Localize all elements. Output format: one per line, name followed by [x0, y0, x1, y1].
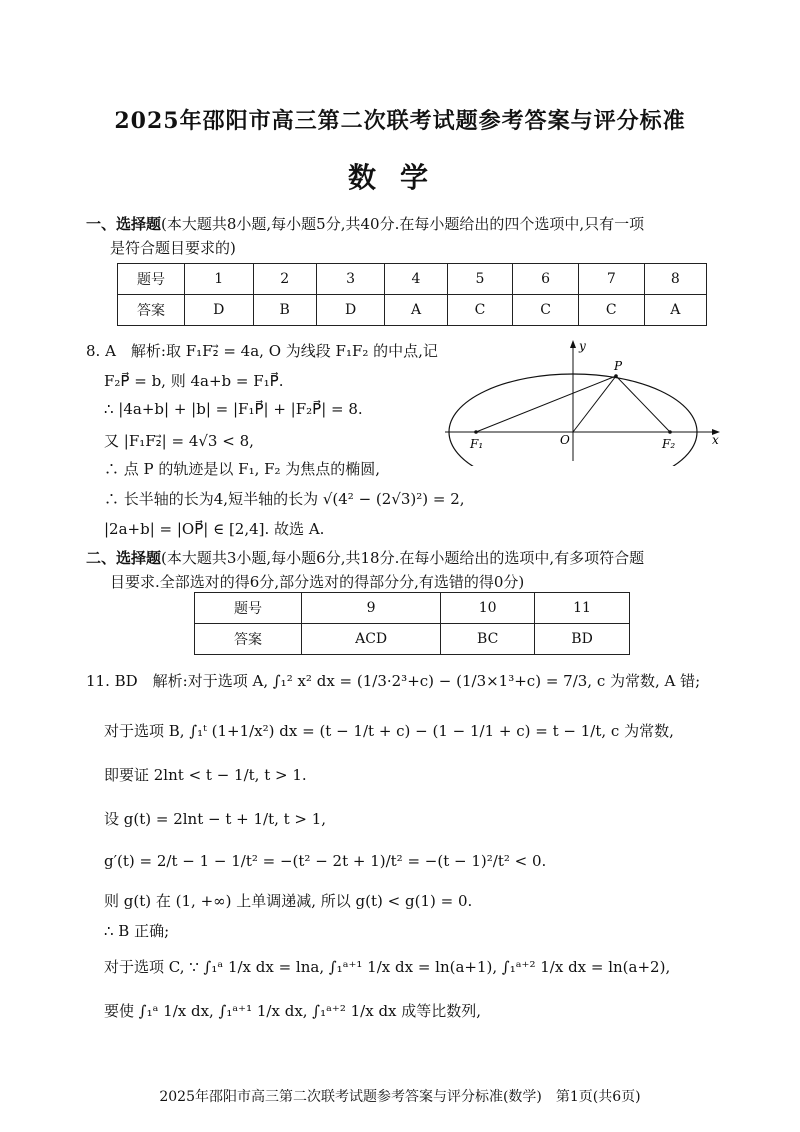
table-row — [118, 264, 707, 295]
section1-heading: 一、选择题 — [86, 215, 162, 233]
point-P — [614, 374, 618, 378]
point-F1 — [474, 430, 478, 434]
label-O: O — [560, 433, 570, 447]
table-cell: C — [447, 295, 513, 326]
table-cell: 6 — [513, 264, 579, 295]
page-footer: 2025年邵阳市高三第二次联考试题参考答案与评分标准(数学) 第1页(共6页) — [159, 1089, 641, 1105]
q8-line1: 8. A 解析:取 F₁F₂⃗ = 4a, O 为线段 F₁F₂ 的中点,记 — [86, 342, 438, 360]
table-cell: A — [385, 295, 447, 326]
q8-line7: |2a+b| = |OP⃗| ∈ [2,4]. 故选 A. — [104, 520, 325, 538]
table-cell: 4 — [385, 264, 447, 295]
table-cell: 10 — [441, 593, 535, 624]
label-P: P — [614, 359, 623, 373]
table-cell: 1 — [185, 264, 254, 295]
table-cell: A — [644, 295, 706, 326]
table-cell: C — [578, 295, 644, 326]
q11-line9: 要使 ∫₁ᵃ 1/x dx, ∫₁ᵃ⁺¹ 1/x dx, ∫₁ᵃ⁺² 1/x dx 成等比数列, — [104, 1002, 482, 1020]
y-axis-arrow-icon — [570, 340, 576, 348]
section2-intro — [86, 546, 726, 594]
table-row — [195, 624, 630, 655]
q8-line5: ∴ 点 P 的轨迹是以 F₁, F₂ 为焦点的椭圆, — [104, 460, 381, 478]
page-title: 2025年邵阳市高三第二次联考试题参考答案与评分标准 — [114, 108, 686, 134]
q11-line7: ∴ B 正确; — [104, 922, 170, 940]
table-cell: 7 — [578, 264, 644, 295]
subject-title: 数学 — [347, 161, 452, 194]
section1-desc2: 是符合题目要求的) — [110, 239, 236, 257]
q11-line2: 对于选项 B, ∫₁ᵗ (1+1/x²) dx = (t − 1/t + c) − (1 − 1/1 + c) = t − 1/t, c 为常数, — [104, 722, 674, 740]
table-cell: 3 — [316, 264, 385, 295]
label-F2: F₂ — [662, 437, 676, 451]
q8-line4: 又 |F₁F₂⃗| = 4√3 < 8, — [104, 432, 254, 450]
ellipse-figure — [440, 336, 730, 466]
label-x: x — [712, 433, 719, 447]
q8-line3: ∴ |4a+b| + |b| = |F₁P⃗| + |F₂P⃗| = 8. — [104, 400, 363, 418]
table-row — [195, 593, 630, 624]
table-cell: D — [316, 295, 385, 326]
q11-line5: g′(t) = 2/t − 1 − 1/t² = −(t² − 2t + 1)/t² = −(t − 1)²/t² < 0. — [104, 852, 547, 870]
row-label-answer: 答案 — [118, 295, 185, 326]
section1-intro — [86, 212, 726, 260]
section2-answer-table — [194, 592, 630, 655]
table-cell: 11 — [535, 593, 630, 624]
table-cell: BD — [535, 624, 630, 655]
label-y: y — [579, 339, 586, 353]
table-cell: 8 — [644, 264, 706, 295]
section2-heading: 二、选择题 — [86, 549, 162, 567]
table-cell: BC — [441, 624, 535, 655]
row-label-question: 题号 — [118, 264, 185, 295]
q8-line2: F₂P⃗ = b, 则 4a+b = F₁P⃗. — [104, 372, 284, 390]
table-row — [118, 295, 707, 326]
q11-line6: 则 g(t) 在 (1, +∞) 上单调递减, 所以 g(t) < g(1) = 0. — [104, 892, 473, 910]
label-F1: F₁ — [470, 437, 484, 451]
q11-line8: 对于选项 C, ∵ ∫₁ᵃ 1/x dx = lna, ∫₁ᵃ⁺¹ 1/x dx = ln(a+1), ∫₁ᵃ⁺² 1/x dx = ln(a+2), — [104, 958, 671, 976]
row-label-answer: 答案 — [195, 624, 302, 655]
point-F2 — [668, 430, 672, 434]
table-cell: B — [253, 295, 316, 326]
q8-line6: ∴ 长半轴的长为4,短半轴的长为 √(4² − (2√3)²) = 2, — [104, 490, 465, 508]
table-cell: D — [185, 295, 254, 326]
table-cell: 2 — [253, 264, 316, 295]
q11-line1: 11. BD 解析:对于选项 A, ∫₁² x² dx = (1/3·2³+c) − (1/3×1³+c) = 7/3, c 为常数, A 错; — [86, 672, 701, 690]
q11-line4: 设 g(t) = 2lnt − t + 1/t, t > 1, — [104, 810, 327, 828]
section2-desc1: (本大题共3小题,每小题6分,共18分.在每小题给出的选项中,有多项符合题 — [161, 549, 645, 567]
row-label-question: 题号 — [195, 593, 302, 624]
section1-desc1: (本大题共8小题,每小题5分,共40分.在每小题给出的四个选项中,只有一项 — [161, 215, 645, 233]
table-cell: 9 — [302, 593, 441, 624]
table-cell: 5 — [447, 264, 513, 295]
section2-desc2: 目要求.全部选对的得6分,部分选对的得部分分,有选错的得0分) — [110, 573, 525, 591]
table-cell: C — [513, 295, 579, 326]
table-cell: ACD — [302, 624, 441, 655]
section1-answer-table — [117, 263, 707, 326]
q11-line3: 即要证 2lnt < t − 1/t, t > 1. — [104, 766, 307, 784]
